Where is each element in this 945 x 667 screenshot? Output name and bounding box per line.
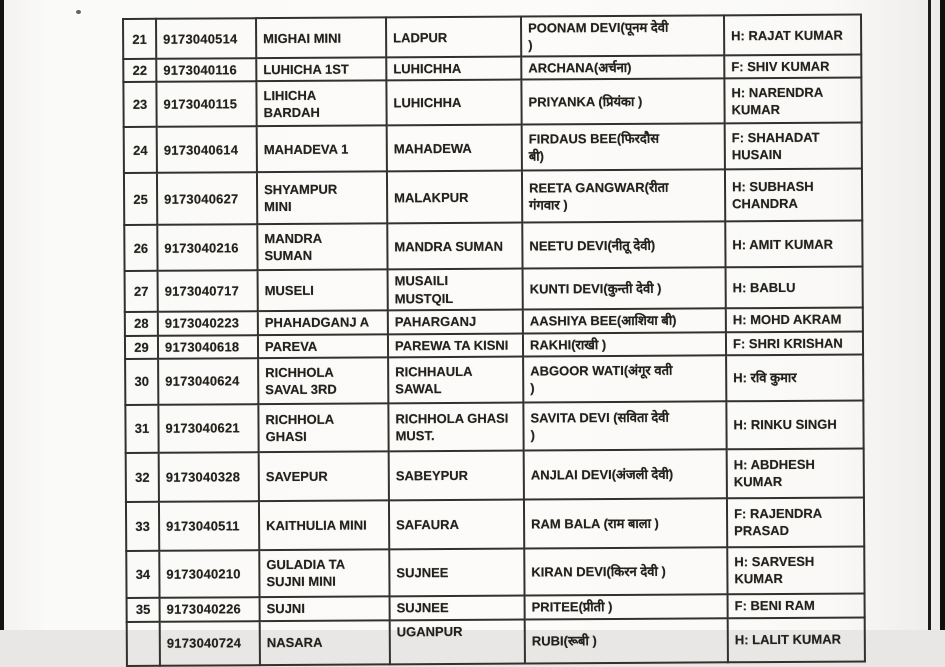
guardian-cell: F: SHIV KUMAR bbox=[724, 55, 861, 79]
code-cell: 9173040624 bbox=[158, 358, 258, 405]
sno-cell: 27 bbox=[125, 271, 158, 312]
village-cell: MAHADEWA bbox=[387, 125, 522, 172]
beneficiary-table bbox=[122, 13, 866, 666]
sno-cell: 28 bbox=[125, 312, 158, 336]
beneficiary-cell: ABGOOR WATI(अंगूर वती ) bbox=[523, 355, 726, 402]
code-cell: 9173040618 bbox=[158, 335, 258, 359]
village-cell: MALAKPUR bbox=[387, 171, 522, 224]
name-cell: MIGHAI MINI bbox=[256, 17, 386, 58]
guardian-cell: H: ABDHESH KUMAR bbox=[727, 448, 864, 498]
code-cell: 9173040223 bbox=[158, 311, 258, 336]
village-cell: LADPUR bbox=[386, 17, 521, 58]
table-row bbox=[124, 169, 862, 226]
code-cell: 9173040717 bbox=[158, 271, 258, 312]
beneficiary-cell: REETA GANGWAR(रीता गंगवार ) bbox=[522, 170, 725, 223]
table-row bbox=[126, 546, 864, 598]
guardian-cell: H: MOHD AKRAM bbox=[726, 307, 863, 332]
sno-cell: 35 bbox=[127, 598, 160, 622]
guardian-cell: F: RAJENDRA PRASAD bbox=[727, 497, 864, 547]
sno-cell: 24 bbox=[124, 127, 157, 173]
village-cell: LUHICHHA bbox=[386, 57, 521, 81]
beneficiary-cell: FIRDAUS BEE(फिरदौस बी) bbox=[522, 124, 725, 171]
beneficiary-cell: POONAM DEVI(पूनम देवी ) bbox=[521, 15, 724, 57]
guardian-cell: H: RAJAT KUMAR bbox=[724, 14, 861, 55]
sno-cell: 33 bbox=[126, 502, 159, 551]
village-cell: UGANPUR bbox=[390, 619, 525, 664]
sno-cell: 31 bbox=[125, 405, 158, 453]
village-cell: PAHARGANJ bbox=[388, 309, 523, 334]
ink-speck bbox=[76, 10, 81, 14]
beneficiary-cell: RUBI(रूबी ) bbox=[525, 618, 728, 663]
beneficiary-cell: SAVITA DEVI (सविता देवी ) bbox=[523, 401, 726, 450]
village-cell: SUJNEE bbox=[389, 548, 524, 596]
table-row bbox=[125, 354, 863, 405]
guardian-cell: H: AMIT KUMAR bbox=[725, 221, 862, 268]
name-cell: MAHADEVA 1 bbox=[257, 126, 387, 173]
name-cell: NASARA bbox=[260, 620, 390, 665]
code-cell: 9173040115 bbox=[156, 82, 256, 128]
village-cell: LUHICHHA bbox=[386, 80, 521, 126]
code-cell: 9173040511 bbox=[159, 501, 259, 551]
beneficiary-cell: AASHIYA BEE(आशिया बी) bbox=[523, 308, 726, 333]
sno-cell: 23 bbox=[123, 82, 156, 127]
guardian-cell: H: LALIT KUMAR bbox=[728, 617, 865, 662]
table-row bbox=[123, 78, 861, 128]
village-cell: SUJNEE bbox=[390, 595, 525, 620]
guardian-cell: H: RINKU SINGH bbox=[726, 400, 863, 449]
sno-cell: 32 bbox=[126, 453, 159, 502]
sno-cell bbox=[127, 622, 160, 666]
table-row bbox=[127, 617, 865, 666]
code-cell: 9173040724 bbox=[160, 621, 260, 666]
name-cell: SAVEPUR bbox=[259, 451, 389, 501]
name-cell: KAITHULIA MINI bbox=[259, 500, 389, 550]
sno-cell: 29 bbox=[125, 336, 158, 359]
beneficiary-cell: ARCHANA(अर्चना) bbox=[521, 56, 724, 80]
name-cell: RICHHOLA GHASI bbox=[258, 403, 388, 452]
table-row bbox=[124, 221, 862, 272]
name-cell: MANDRA SUMAN bbox=[257, 224, 387, 271]
village-cell: MANDRA SUMAN bbox=[387, 223, 522, 270]
code-cell: 9173040614 bbox=[157, 127, 257, 174]
beneficiary-cell: ANJLAI DEVI(अंजली देवी) bbox=[524, 449, 727, 499]
village-cell: PAREWA TA KISNI bbox=[388, 333, 523, 357]
scan-edge-inner-line bbox=[928, 0, 931, 630]
village-cell: RICHHAULA SAWAL bbox=[388, 356, 523, 403]
code-cell: 9173040116 bbox=[156, 58, 256, 82]
name-cell: SUJNI bbox=[260, 596, 390, 621]
beneficiary-cell: NEETU DEVI(नीतू देवी) bbox=[522, 222, 725, 269]
guardian-cell: H: रवि कुमार bbox=[726, 354, 863, 401]
name-cell: LIHICHA BARDAH bbox=[256, 81, 386, 127]
name-cell: PAREVA bbox=[258, 334, 388, 358]
guardian-cell: H: SARVESH KUMAR bbox=[727, 546, 864, 594]
sno-cell: 21 bbox=[123, 19, 156, 60]
name-cell: GULADIA TA SUJNI MINI bbox=[259, 549, 389, 597]
code-cell: 9173040226 bbox=[160, 597, 260, 622]
guardian-cell: F: SHRI KRISHAN bbox=[726, 331, 863, 355]
name-cell: RICHHOLA SAVAL 3RD bbox=[258, 357, 388, 404]
code-cell: 9173040621 bbox=[158, 404, 258, 453]
name-cell: SHYAMPUR MINI bbox=[257, 172, 387, 225]
sno-cell: 22 bbox=[123, 59, 156, 82]
code-cell: 9173040216 bbox=[157, 225, 257, 272]
guardian-cell: F: SHAHADAT HUSAIN bbox=[725, 123, 862, 170]
beneficiary-cell: KUNTI DEVI(कुन्ती देवी ) bbox=[523, 268, 726, 310]
village-cell: MUSAILI MUSTQIL bbox=[388, 269, 523, 310]
code-cell: 9173040328 bbox=[159, 452, 259, 502]
guardian-cell: H: SUBHASH CHANDRA bbox=[725, 169, 862, 222]
guardian-cell: F: BENI RAM bbox=[728, 593, 865, 618]
table-row bbox=[126, 497, 864, 551]
scan-edge-left bbox=[0, 0, 4, 630]
table-row bbox=[123, 14, 861, 59]
village-cell: SABEYPUR bbox=[389, 450, 524, 500]
name-cell: MUSELI bbox=[258, 270, 388, 311]
table-row bbox=[124, 123, 862, 174]
code-cell: 9173040627 bbox=[157, 173, 257, 226]
beneficiary-cell: KIRAN DEVI(किरन देवी ) bbox=[524, 547, 727, 595]
beneficiary-cell: RAM BALA (राम बाला ) bbox=[524, 498, 727, 548]
beneficiary-cell: PRIYANKA (प्रियंका ) bbox=[521, 79, 724, 125]
sno-cell: 34 bbox=[126, 551, 159, 598]
beneficiary-cell: RAKHI(राखी ) bbox=[523, 332, 726, 356]
guardian-cell: H: BABLU bbox=[726, 267, 863, 308]
table-row bbox=[125, 267, 863, 312]
scan-edge-right bbox=[940, 0, 945, 630]
beneficiary-cell: PRITEE(प्रीती ) bbox=[525, 594, 728, 619]
guardian-cell: H: NARENDRA KUMAR bbox=[724, 78, 861, 124]
sno-cell: 30 bbox=[125, 359, 158, 405]
name-cell: PHAHADGANJ A bbox=[258, 310, 388, 335]
village-cell: RICHHOLA GHASI MUST. bbox=[388, 402, 523, 451]
sno-cell: 25 bbox=[124, 173, 157, 225]
name-cell: LUHICHA 1ST bbox=[256, 58, 386, 82]
village-cell: SAFAURA bbox=[389, 499, 524, 549]
table-row bbox=[125, 400, 863, 453]
table-row bbox=[126, 448, 864, 502]
code-cell: 9173040514 bbox=[156, 18, 256, 59]
code-cell: 9173040210 bbox=[159, 550, 259, 598]
sno-cell: 26 bbox=[124, 225, 157, 271]
